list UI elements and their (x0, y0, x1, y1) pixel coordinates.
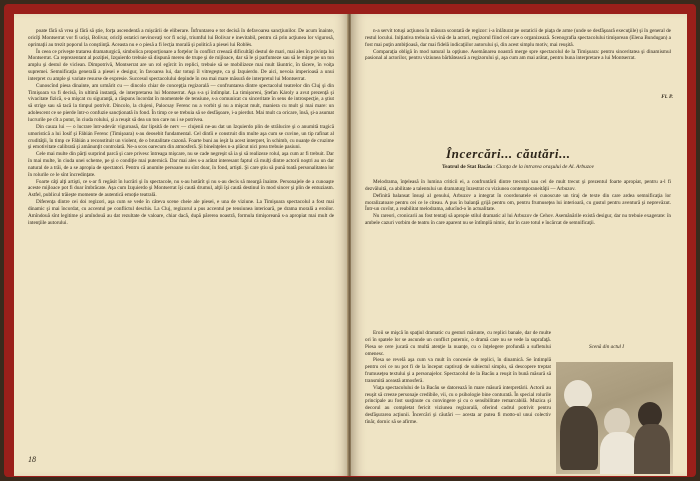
paragraph: n-a servit totuşi acţiunea în măsura scontată de regizor: i-a înlăturat pe ostaticii de piaţa de arme (unde se desfăşoară execuţiile) şi în general de restul locului. Iniţiativa trebuia să vină de la actori, regizorul fiind cel care o organizează. Scenografia spectacolului timişorean (Elena Bundugan) a fost mai puţin ambiţioasă, dar mai fidelă indicaţiilor autorului şi, din acest simplu motiv, mai reuşită. (365, 28, 671, 48)
article-body (365, 179, 671, 227)
article-body-narrow (365, 330, 551, 426)
author-signature: Fl. P. (661, 94, 673, 100)
paragraph: Comparaţia obligă în mod natural la opţiune. Asemănarea noastră merge spre spectacolul de la Timişoara: pentru sinceritatea şi dinamismul pasional al actorilor, pentru viziunea bărbătească a regizorului şi, aşa cum am mai arătat, pentru buna interpretare a lui Montserrat. (365, 48, 671, 62)
paragraph: Diferenţa dintre cei doi regizori, aşa cum se vede în câteva scene cheie ale piesei, e una de viziune. La Timişoara spectacolul a fost mai dinamic şi mai încordat, cu accentul pe conflictul deschis. La Cluj, regizorul a pus accentul pe tensiunea interioară, pe drama morală a eroilor. Amîndouă sînt legitime şi amîndouă au dat rezultate de valoare, chiar dacă, după părerea noastră, formula timişoreană s-a apropiat mai mult de intenţiile autorului. (28, 199, 334, 226)
paragraph: În ceea ce priveşte tratarea dramaturgică, simbolica proporţionare a forţelor în conflict creează dificultăţi destul de mari, mai ales în privinţa lui Montserrat. Ca reprezentant al poziţiei, Izquierdo trebuie să dispună mereu de trupe şi de mijloace, dar să le şi parfumeze sau să le mişte pe un ton amplu şi destul de viclean. Dimpotrivă, Montserrat are un rol egîrcit în replici, trebuie să se mobilizeze mai mult lăuntric, în tăcere, în voiţa supremei. Semnificaţia generală a piesei e desigur, în favoarea lui, dar totuşi îl vitregeşte, ca şi Izquierdo. De aici, nevoia imperioasă a unui interpret cu ample şi variate resurse de expresie. Succesul spectacolului depinde în cea mai mare măsură de interpretul lui Montserrat. (28, 48, 334, 82)
right-page-top-text (365, 28, 671, 62)
book-spread (4, 4, 696, 477)
left-page-text (28, 28, 334, 226)
subhead-separator: : (493, 164, 497, 170)
left-page (14, 14, 349, 476)
article-headline: Încercări... căutări... (446, 146, 571, 161)
paragraph: Cunoscînd piesa dinainte, am urmărit cu — dincolo chiar de concepţia regizorală — confruntarea dintre spectacolul teatrelor din Cluj şi din Timişoara va fi decisă, în ultimă instanţă, de interpretarea lui Montserrat. Aşa s-a şi întîmplat. La timişoreni, Ştefan Károly a avut prezenţă şi vivacitate fizică, s-a mişcat cu siguranţă, a răspuns încordat în momentele de tensiune, s-a comunicat cu sinceritate în sens de introspecţie, a ştiut să strige sau să tacă la timpul potrivit. Dincolo, la clujeni, Palocsay Ferenc nu a vorbit şi nu a mişcat mult, maniera cu mult şi mai mare: un adolescent ce se pierde într-o confuzie sancţionată în fond. În timp ce se trebuia să se desfăşoare, i-a pierdut. Mai mult ca oricare, însă, şi-a asumat lucrurile pe cît a putut, în ciuda rolului, şi a reuşit să dea un ton care nu i se potrivea. (28, 82, 334, 123)
paragraph: Definită balansat însuşi al genului, Arbuzov a integrat în coordonatele ei cunoscute un tiraj de texte din care ardea semnificaţia lor moralizatoare pentru cei ce le citeau. A pus în balanţă grijă pentru om, pentru frumuseţea lui interioară, cu gustul pentru aventură şi neprevăzut. Într-un cuvînt, a reabilitat melodrama, aducînd-o în actualitate. (365, 192, 671, 213)
paragraph: Eroii se mişcă în spaţiul dramatic cu gesturi mărunte, cu replici banale, dar de multe ori în spatele lor se ascunde un conflict puternic, o dramă care nu se vede la suprafaţă. Piesa se cere jucată cu multă atenţie la nuanţe, cu o înţelegere profundă a sufletului omenesc. (365, 330, 551, 357)
theatre-name: Teatrul de Stat Bacău (441, 164, 492, 170)
article-subhead (365, 164, 671, 170)
paragraph: Melodrama, înţeleasă în lumina criticii ei, a confruntării dintre trecutul sau cel de mult trecut şi prezentul foarte apropiat, pentru a-l fi dezvăluită, ca abilitate a talentului un dramaturg înzestrat cu viziunea contemporaneităţii — Arbuzov. (365, 179, 671, 192)
scene-photo (556, 362, 673, 474)
paragraph: Piesa se revelă aşa cum va mult în concesie de replici, în dinamică. Se întimplă pentru cei ce nu pot fi de la început captivaţi de subiectul simplu, să descopere treptat frumuseţea textului şi a personajelor. Spectacolul de la Bacău a reuşit în bună măsură să transmită această atmosferă. (365, 357, 551, 384)
paragraph: Din cauza lui — o lucrare într-adevăr viguroasă, dar lipsită de nerv — clujenii ne-au dat un Izquierdo plin de strălucire şi o anumită tragică umoristică a lui Iosif şi Fábián Ferenc (Timişoara) s-au deosebit fundamental. Cel dintîi e construit din multe aşa cum se cuvine, un tip rafinat al crudităţii, în timp ce Fábián a reconstituit un violent, de o brutalitate cazonă. Foarte buni au ieşit la acest interpret, în schimb, cu nuanţe de cruzime şi emotivitate calibrată şi amănunţit controlată. Ne-a scos oarecum din atmosferă. Şi bineînţeles n-a plăcut nici prea trebuie pasiuni. (28, 123, 334, 151)
paragraph: Nu rareori, cronicarii au fost tentaţi să apropie stilul dramatic al lui Arbuzov de Cehov. Asemănările există desigur, dar nu trebuie exagerate: în ambele cazuri vorbim de teatru în care aparent nu se întîmplă nimic, dar în care totul e încărcat de semnificaţii. (365, 213, 671, 227)
photo-figure (560, 406, 598, 470)
photo-figure (600, 432, 638, 474)
paragraph: Cele mai multe din părţi surprind parcă şi care privesc întreaga mişcare, nu se cade negreşit să ia şi să realizeze rolul, aşa cum ar fi trebuit. Dar în mai multe, în ciuda unei scheme, pe şi o condiţie mai puternică. Dar mai ales s-a arătat interesant faptul că mulţi dintre actorii noştri au un dar natural de a trăi, de a se apropia de spectatori. Pentru că anumite persoane nu sînt doar, în fond, artişti. Şi care ştiu să pună toată personalitatea lor în rolurile ce le sînt încredinţate. (28, 151, 334, 178)
photo-caption: Scenă din actul I (589, 344, 625, 350)
paragraph: Foarte câţi alţi artişti, ce s-ar fi regăsit în lucrări şi în spectacole, nu s-au hotărît şi nu s-au decis să meargă înainte. Personajele de a cunoaşte aceste mijloace pot fi doar îmbrăcate. Aşa cum Izquierdo şi Montserrat îşi caută drumul, alţii îşi caută destinul în mod sincer şi plin de entuziasm. Astfel, publicul trăieşte momente de autentică emoţie teatrală. (28, 178, 334, 199)
paragraph: Viaţa spectacolului de la Bacău se datorează în mare măsură interpretării. Actorii au reuşit să creeze personaje credibile, vii, cu o psihologie bine conturată. În special rolurile principale au fost susţinute cu convingere şi cu o sensibilitate remarcabilă. Muzica şi decorul au completat fericit viziunea regizorală, oferind cadrul potrivit pentru desfăşurarea acţiunii. Încercări şi căutări — acesta ar putea fi motto-ul unui colectiv tînăr, dornic să se afirme. (365, 384, 551, 425)
photo-figure (634, 424, 670, 474)
page-number: 18 (28, 455, 36, 464)
right-page (351, 14, 687, 476)
paragraph: poate fără să vrea şi fără să ştie, forţa ascendentă a mişcării de eliberare. Înfruntarea e tot decisă în defavoarea sancţiunilor. De acum înainte, oricîţi Montserrat vor fi ucişi, Bolivar, oricîţi ostatici nevinovaţi vor fi ucişi, triumful lui Bolivar e inevitabil, pentru că prin acţiunea lor vigurosă, oprimaţii au trezit poporul la conştiinţă. Aceasta nu e o piesă a fi lecţia morală şi politică a piesei lui Roblès. (28, 28, 334, 48)
play-title: Clanţa de la intrarea oraşului de Al. Arbuzov (496, 164, 595, 170)
